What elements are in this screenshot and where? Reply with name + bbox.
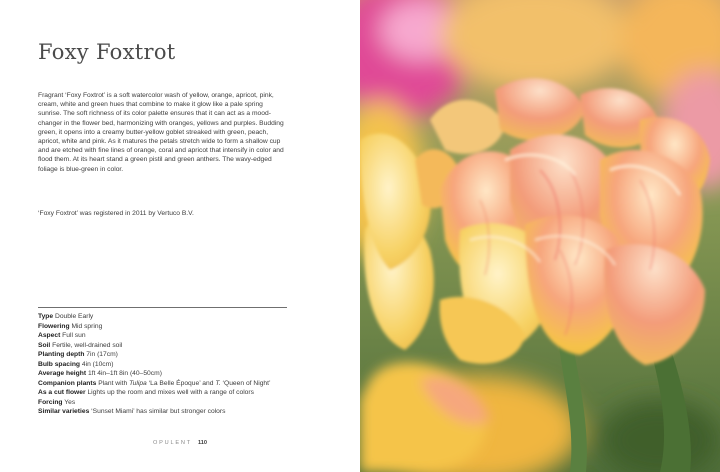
genus-name: Tulipa: [129, 379, 147, 387]
tulip-photo: [360, 0, 720, 472]
fact-label: Similar varieties: [38, 408, 90, 416]
fact-label: Companion plants: [38, 379, 97, 387]
variety-name: ‘Queen of Night’: [222, 379, 271, 387]
fact-soil: [38, 341, 308, 351]
fact-value: 4in (10cm): [81, 360, 114, 368]
fact-label: Bulb spacing: [38, 360, 80, 368]
fact-value: Full sun: [62, 332, 86, 340]
fact-value: Mid spring: [71, 322, 103, 330]
fact-label: Flowering: [38, 322, 70, 330]
facts-list: [38, 312, 308, 417]
section-name: OPULENT: [152, 440, 192, 446]
fact-value: 7in (17cm): [86, 351, 118, 359]
variety-name: ‘La Belle Époque’ and: [148, 379, 214, 387]
fact-average-height: [38, 369, 308, 379]
fact-type: [38, 312, 308, 322]
divider-line: [38, 307, 287, 308]
page-title: Foxy Foxtrot: [38, 40, 176, 64]
fact-label: Planting depth: [38, 351, 85, 359]
fact-label: Type: [38, 313, 54, 320]
fact-value: Plant with: [98, 379, 128, 387]
fact-label: Forcing: [38, 398, 63, 406]
fact-label: Soil: [38, 341, 51, 349]
fact-flowering: [38, 322, 308, 332]
registration-note: ‘Foxy Foxtrot’ was registered in 2011 by Vertuco B.V.: [38, 210, 194, 217]
fact-label: As a cut flower: [38, 389, 86, 397]
fact-forcing: [38, 398, 308, 408]
fact-companion-plants: [38, 379, 308, 389]
fact-aspect: [38, 331, 308, 341]
fact-planting-depth: [38, 350, 308, 360]
fact-similar-varieties: [38, 407, 308, 417]
fact-value: ‘Sunset Miami’ has similar but stronger colors: [91, 408, 226, 416]
fact-label: Aspect: [38, 332, 61, 340]
page-footer: [0, 440, 360, 446]
fact-value: Fertile, well-drained soil: [52, 341, 123, 349]
genus-abbreviation: T.: [215, 379, 221, 387]
fact-value: 1ft 4in–1ft 8in (40–50cm): [87, 370, 162, 378]
fact-value: Double Early: [54, 313, 94, 320]
fact-value: Lights up the room and mixes well with a range of colors: [87, 389, 254, 397]
fact-cut-flower: [38, 388, 308, 398]
fact-bulb-spacing: [38, 360, 308, 370]
description-paragraph: Fragrant ‘Foxy Foxtrot’ is a soft watercolor wash of yellow, orange, apricot, pink, cream, white and green hues that combine to make it glow like a pale spring sunrise. The soft richness of its color palette ensures that it can act as a mood-changer in the flower bed, harmonizing with oranges, yellows and purples. Budding green, it opens into a creamy butter-yellow goblet streaked with green, peach, apricot, white and pink. As it matures the petals stretch wide to form a shallow cup and are etched with fine lines of orange, coral and apricot that intensify in color and flood them. At its heart stand a green pistil and green anthers. The wavy-edged foliage is blue-green in color.: [38, 92, 284, 173]
page-number: 110: [198, 440, 208, 446]
fact-label: Average height: [38, 370, 87, 378]
fact-value: Yes: [64, 398, 76, 406]
tulip-illustration: [360, 0, 720, 472]
